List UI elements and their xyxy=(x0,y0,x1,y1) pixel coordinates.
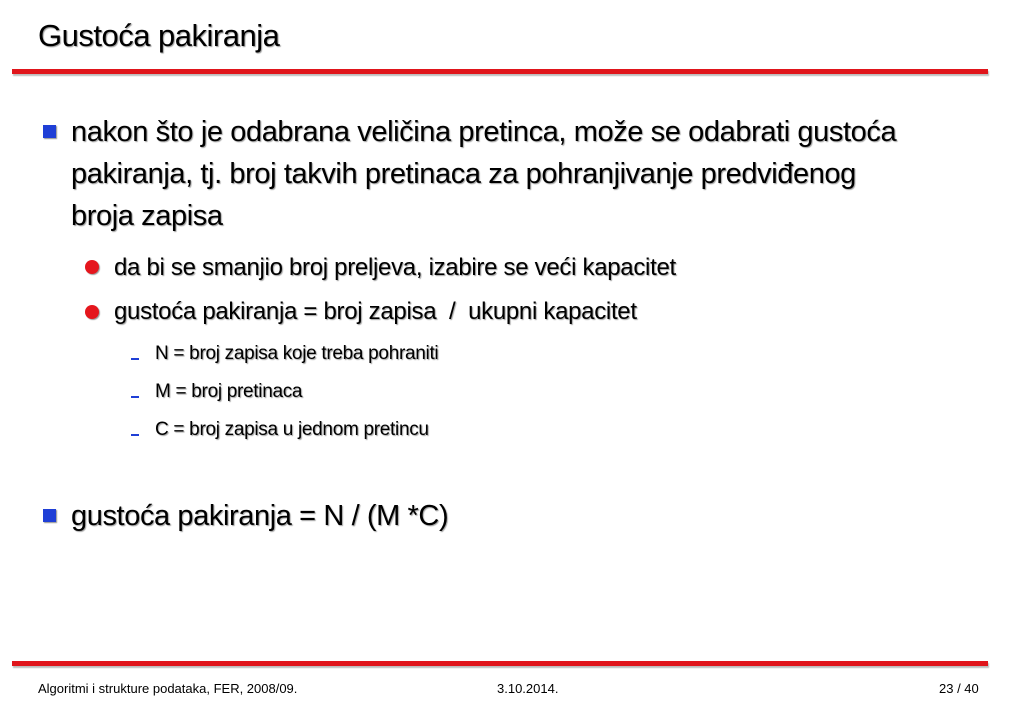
dash-bullet-icon xyxy=(131,358,139,360)
sub-sub-bullet-m: M = broj pretinaca xyxy=(155,381,303,402)
dash-bullet-icon xyxy=(131,396,139,398)
sub-bullet-2: gustoća pakiranja = broj zapisa / ukupni kapacitet xyxy=(114,298,637,325)
round-bullet-icon xyxy=(85,260,99,274)
footer-page-number: 23 / 40 xyxy=(939,681,979,696)
square-bullet-icon xyxy=(43,125,56,138)
title-divider xyxy=(12,69,988,74)
bullet-1-line-3: broja zapisa xyxy=(71,200,223,232)
bullet-2-line-1: gustoća pakiranja = N / (M *C) xyxy=(71,500,449,532)
footer-date: 3.10.2014. xyxy=(497,681,559,696)
slide-title: Gustoća pakiranja xyxy=(38,18,280,53)
bullet-1-line-1: nakon što je odabrana veličina pretinca, može se odabrati gustoća xyxy=(71,116,897,148)
sub-sub-bullet-c: C = broj zapisa u jednom pretincu xyxy=(155,419,429,440)
bullet-1-line-2: pakiranja, tj. broj takvih pretinaca za pohranjivanje predviđenog xyxy=(71,158,856,190)
square-bullet-icon xyxy=(43,509,56,522)
footer-divider xyxy=(12,661,988,666)
footer-course: Algoritmi i strukture podataka, FER, 2008/09. xyxy=(38,681,298,696)
round-bullet-icon xyxy=(85,305,99,319)
sub-sub-bullet-n: N = broj zapisa koje treba pohraniti xyxy=(155,343,439,364)
sub-bullet-1: da bi se smanjio broj preljeva, izabire se veći kapacitet xyxy=(114,254,676,281)
dash-bullet-icon xyxy=(131,434,139,436)
